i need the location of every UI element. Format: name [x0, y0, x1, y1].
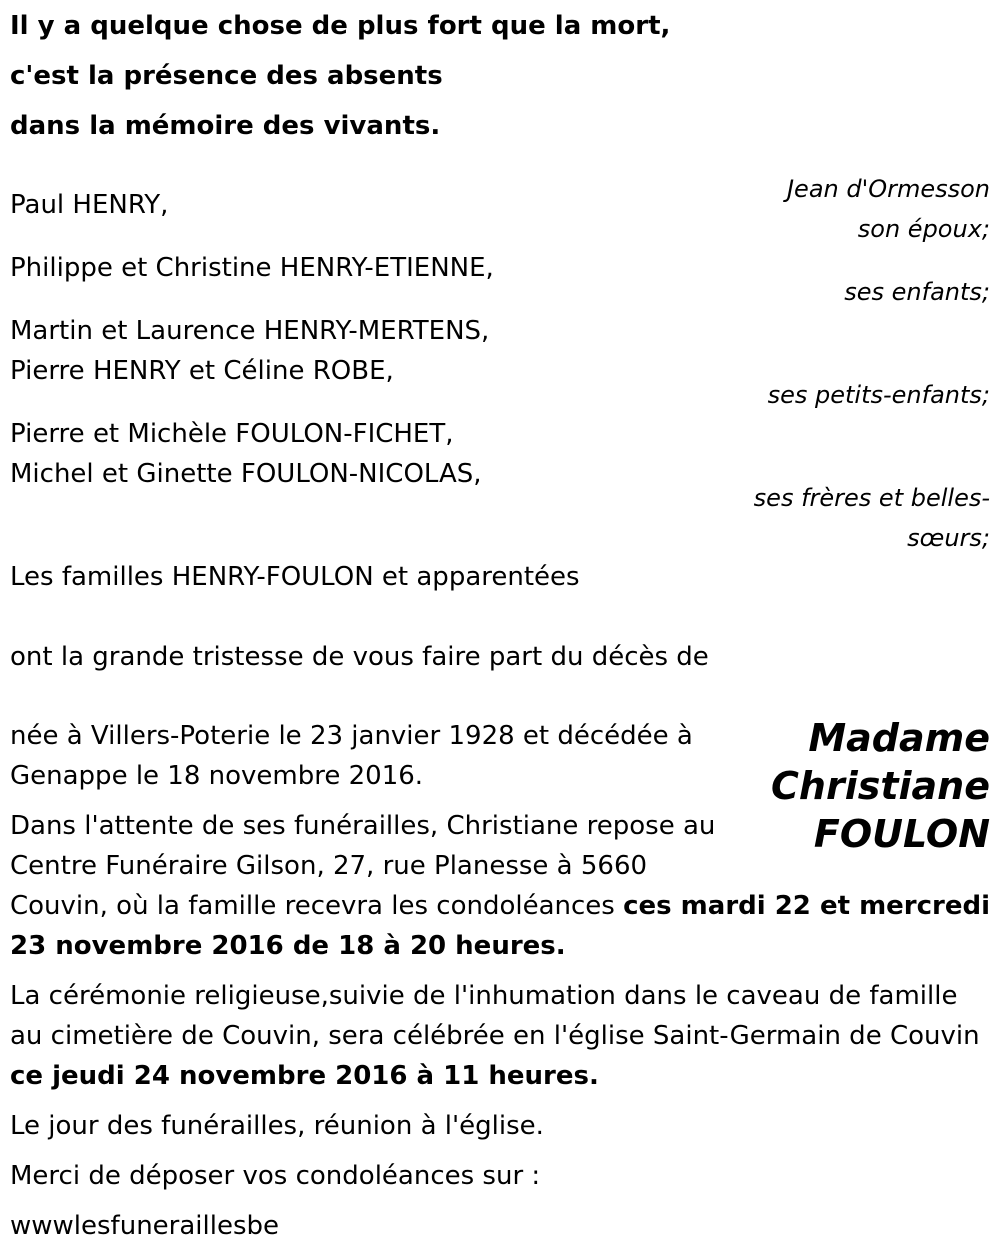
deceased-first-name: Christiane	[771, 764, 990, 808]
grandchildren-line-1: Martin et Laurence HENRY-MERTENS,	[10, 316, 490, 346]
spouse-role: son époux;	[857, 215, 990, 243]
grandchildren-line-2: Pierre HENRY et Céline ROBE,	[10, 356, 394, 386]
ceremony-line-2: au cimetière de Couvin, sera célébrée en l'église Saint-Germain de Couvin	[10, 1021, 980, 1051]
siblings-line-2: Michel et Ginette FOULON-NICOLAS,	[10, 459, 482, 489]
children-line-1: Philippe et Christine HENRY-ETIENNE,	[10, 253, 494, 283]
meeting-line: Le jour des funérailles, réunion à l'église.	[10, 1111, 544, 1141]
rest-line-2: Centre Funéraire Gilson, 27, rue Planesse à 5660	[10, 851, 648, 881]
grandchildren-role: ses petits-enfants;	[767, 381, 990, 409]
siblings-role-line-2: sœurs;	[907, 524, 990, 552]
children-role: ses enfants;	[844, 278, 990, 306]
quote-line-3: dans la mémoire des vivants.	[10, 111, 441, 141]
website-link[interactable]: wwwlesfuneraillesbe	[10, 1211, 280, 1241]
rest-line-3-normal: Couvin, où la famille recevra les condoléances	[10, 891, 624, 921]
ceremony-line-1: La cérémonie religieuse,suivie de l'inhumation dans le caveau de famille	[10, 981, 958, 1011]
siblings-line-1: Pierre et Michèle FOULON-FICHET,	[10, 419, 454, 449]
quote-author: Jean d'Ormesson	[786, 175, 990, 203]
quote-line-2: c'est la présence des absents	[10, 61, 443, 91]
birth-line-1: née à Villers-Poterie le 23 janvier 1928 et décédée à	[10, 721, 693, 751]
rest-line-3	[10, 886, 990, 926]
deceased-last-name: FOULON	[813, 812, 990, 856]
birth-line-2: Genappe le 18 novembre 2016.	[10, 761, 424, 791]
announcement: ont la grande tristesse de vous faire part du décès de	[10, 642, 709, 672]
ceremony-line-3: ce jeudi 24 novembre 2016 à 11 heures.	[10, 1061, 599, 1091]
rest-line-3-bold: ces mardi 22 et mercredi	[623, 891, 991, 921]
quote-line-1: Il y a quelque chose de plus fort que la mort,	[10, 11, 671, 41]
siblings-role-line-1: ses frères et belles-	[753, 484, 990, 512]
rest-line-1: Dans l'attente de ses funérailles, Christiane repose au	[10, 811, 716, 841]
condolences-line: Merci de déposer vos condoléances sur :	[10, 1161, 541, 1191]
families-line: Les familles HENRY-FOULON et apparentées	[10, 562, 580, 592]
deceased-title: Madame	[808, 716, 990, 760]
spouse-name: Paul HENRY,	[10, 190, 169, 220]
rest-line-4: 23 novembre 2016 de 18 à 20 heures.	[10, 931, 566, 961]
